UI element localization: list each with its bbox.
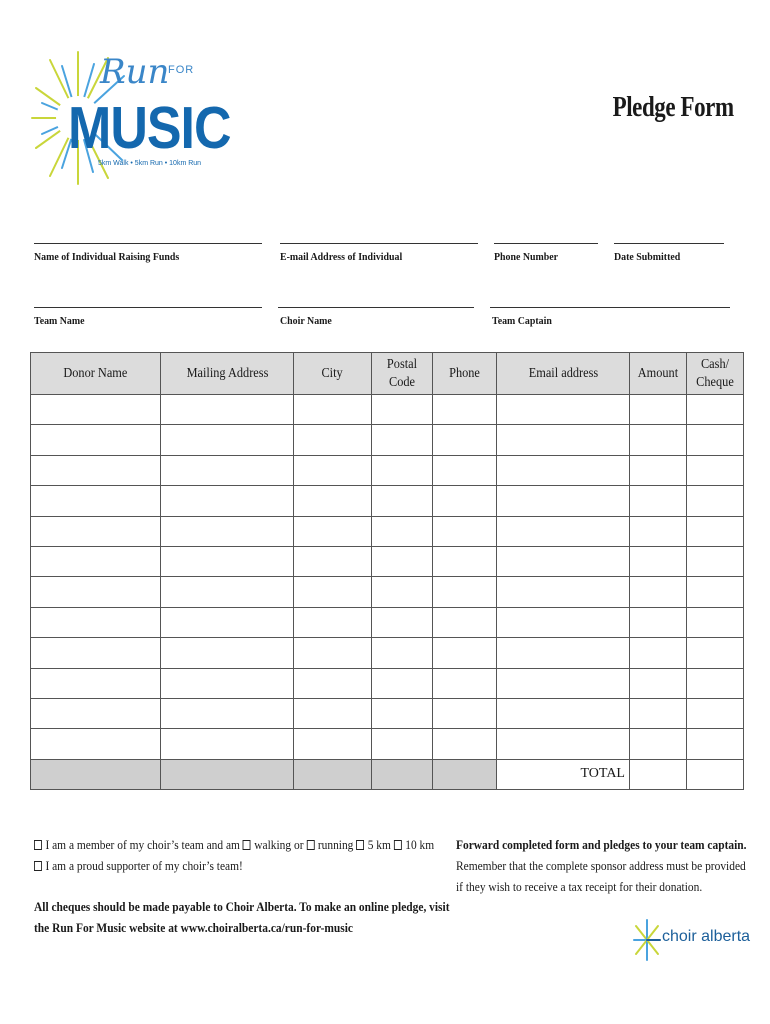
- phone-label: Phone Number: [494, 251, 559, 263]
- table-cell[interactable]: [433, 698, 497, 728]
- table-cell[interactable]: [687, 698, 744, 728]
- table-cell[interactable]: [497, 546, 630, 576]
- phone-line[interactable]: [494, 243, 598, 244]
- table-cell[interactable]: [161, 455, 294, 485]
- table-cell[interactable]: [497, 668, 630, 698]
- table-cell[interactable]: [294, 395, 372, 425]
- logo-run-text: Run: [100, 52, 170, 92]
- table-cell[interactable]: [497, 638, 630, 668]
- table-cell[interactable]: [497, 577, 630, 607]
- table-cell[interactable]: [687, 638, 744, 668]
- table-cell[interactable]: [372, 546, 433, 576]
- date-line[interactable]: [614, 243, 724, 244]
- table-cell[interactable]: [372, 516, 433, 546]
- table-cell[interactable]: [687, 546, 744, 576]
- table-cell[interactable]: [161, 668, 294, 698]
- 10km-checkbox[interactable]: [394, 840, 402, 850]
- table-cell[interactable]: [630, 729, 687, 759]
- donor-table: [30, 352, 744, 790]
- email-line[interactable]: [280, 243, 478, 244]
- choir-alberta-text: choir alberta: [662, 928, 751, 945]
- table-cell[interactable]: [31, 668, 161, 698]
- header-phone: Phone: [433, 353, 497, 395]
- table-row: [31, 698, 744, 728]
- table-cell[interactable]: [372, 729, 433, 759]
- date-label: Date Submitted: [614, 251, 681, 263]
- table-cell[interactable]: [161, 638, 294, 668]
- table-cell[interactable]: [372, 486, 433, 516]
- table-cell[interactable]: [497, 455, 630, 485]
- table-cell[interactable]: [31, 698, 161, 728]
- forward-line-2: Remember that the complete sponsor address must be provided: [456, 858, 746, 873]
- table-cell[interactable]: [294, 577, 372, 607]
- table-cell[interactable]: [294, 638, 372, 668]
- table-cell[interactable]: [161, 729, 294, 759]
- supporter-line: I am a proud supporter of my choir’s team!: [34, 858, 243, 874]
- table-row: [31, 516, 744, 546]
- table-cell[interactable]: [31, 425, 161, 455]
- table-cell[interactable]: [294, 698, 372, 728]
- table-cell[interactable]: [687, 395, 744, 425]
- table-header-row: [31, 353, 744, 395]
- email-label: E-mail Address of Individual: [280, 251, 403, 263]
- table-cell[interactable]: [294, 516, 372, 546]
- forward-line-3: if they wish to receive a tax receipt for their donation.: [456, 879, 703, 894]
- table-cell[interactable]: [372, 698, 433, 728]
- table-row: [31, 546, 744, 576]
- logo-tagline: 5km Walk • 5km Run • 10km Run: [98, 160, 202, 167]
- table-cell[interactable]: [497, 607, 630, 637]
- choir-alberta-logo: [632, 918, 751, 962]
- table-cell[interactable]: [372, 607, 433, 637]
- table-cell[interactable]: [294, 729, 372, 759]
- total-row: [31, 759, 744, 789]
- total-amount-cell[interactable]: [630, 759, 687, 789]
- running-checkbox[interactable]: [306, 840, 314, 850]
- table-cell[interactable]: [433, 546, 497, 576]
- table-cell[interactable]: [433, 395, 497, 425]
- table-cell[interactable]: [433, 638, 497, 668]
- header-postal-code: Postal Code: [372, 353, 433, 395]
- logo-music-text: MUSIC: [68, 95, 231, 162]
- table-cell[interactable]: [294, 668, 372, 698]
- team-name-label: Team Name: [34, 315, 85, 327]
- table-row: [31, 668, 744, 698]
- logo-for-text: FOR: [168, 64, 195, 76]
- header-email-address: Email address: [497, 353, 630, 395]
- table-cell[interactable]: [294, 425, 372, 455]
- table-cell[interactable]: [433, 486, 497, 516]
- table-cell[interactable]: [497, 425, 630, 455]
- table-cell[interactable]: [687, 729, 744, 759]
- table-row: [31, 395, 744, 425]
- table-cell[interactable]: [687, 516, 744, 546]
- run-for-music-logo: [28, 48, 231, 188]
- table-cell[interactable]: [372, 668, 433, 698]
- header-city: City: [294, 353, 372, 395]
- individual-name-line[interactable]: [34, 243, 262, 244]
- table-cell[interactable]: [687, 455, 744, 485]
- table-cell[interactable]: [294, 455, 372, 485]
- table-cell[interactable]: [630, 668, 687, 698]
- table-cell[interactable]: [630, 577, 687, 607]
- table-cell[interactable]: [372, 395, 433, 425]
- table-cell[interactable]: [687, 607, 744, 637]
- table-cell[interactable]: [31, 638, 161, 668]
- table-cell[interactable]: [630, 638, 687, 668]
- table-cell[interactable]: [630, 395, 687, 425]
- table-row: [31, 425, 744, 455]
- table-cell[interactable]: [630, 546, 687, 576]
- table-cell[interactable]: [433, 516, 497, 546]
- table-cell[interactable]: [630, 455, 687, 485]
- cheques-line-1: All cheques should be made payable to Choir Alberta. To make an online pledge, visit: [34, 899, 450, 914]
- choir-burst-icon: [632, 918, 662, 962]
- table-cell[interactable]: [372, 455, 433, 485]
- table-cell[interactable]: [31, 607, 161, 637]
- table-cell[interactable]: [687, 577, 744, 607]
- table-cell[interactable]: [31, 729, 161, 759]
- table-cell[interactable]: [161, 698, 294, 728]
- table-cell[interactable]: [372, 638, 433, 668]
- table-cell[interactable]: [161, 516, 294, 546]
- table-cell[interactable]: [372, 425, 433, 455]
- table-cell[interactable]: [630, 486, 687, 516]
- total-shaded-cell: [161, 759, 294, 789]
- header-cash-cheque: Cash/ Cheque: [687, 353, 744, 395]
- forward-line-1: Forward completed form and pledges to your team captain.: [456, 837, 747, 852]
- choir-name-label: Choir Name: [280, 315, 332, 327]
- table-cell[interactable]: [433, 577, 497, 607]
- table-cell[interactable]: [433, 607, 497, 637]
- table-row: [31, 607, 744, 637]
- table-cell[interactable]: [161, 607, 294, 637]
- table-cell[interactable]: [161, 577, 294, 607]
- table-cell[interactable]: [433, 668, 497, 698]
- table-cell[interactable]: [687, 486, 744, 516]
- table-cell[interactable]: [31, 577, 161, 607]
- table-cell[interactable]: [161, 395, 294, 425]
- table-row: [31, 455, 744, 485]
- table-cell[interactable]: [161, 546, 294, 576]
- total-shaded-cell: [372, 759, 433, 789]
- table-cell[interactable]: [433, 455, 497, 485]
- table-cell[interactable]: [497, 395, 630, 425]
- individual-name-label: Name of Individual Raising Funds: [34, 251, 180, 263]
- table-cell[interactable]: [372, 577, 433, 607]
- team-name-line[interactable]: [34, 307, 262, 308]
- cheques-line-2: the Run For Music website at www.choiralberta.ca/run-for-music: [34, 920, 354, 935]
- table-cell[interactable]: [31, 516, 161, 546]
- table-cell[interactable]: [31, 395, 161, 425]
- table-cell[interactable]: [161, 486, 294, 516]
- table-cell[interactable]: [161, 425, 294, 455]
- table-cell[interactable]: [497, 729, 630, 759]
- total-label: TOTAL: [497, 759, 630, 789]
- table-cell[interactable]: [31, 486, 161, 516]
- table-cell[interactable]: [630, 698, 687, 728]
- table-cell[interactable]: [687, 668, 744, 698]
- table-cell[interactable]: [294, 486, 372, 516]
- member-line: I am a member of my choir’s team and am walking or running 5 km 10 km: [34, 837, 434, 853]
- table-cell[interactable]: [31, 546, 161, 576]
- table-cell[interactable]: [630, 607, 687, 637]
- table-cell[interactable]: [294, 546, 372, 576]
- table-row: [31, 638, 744, 668]
- table-cell[interactable]: [433, 729, 497, 759]
- member-checkbox[interactable]: [34, 840, 42, 850]
- walking-checkbox[interactable]: [243, 840, 251, 850]
- table-cell[interactable]: [497, 516, 630, 546]
- table-cell[interactable]: [687, 425, 744, 455]
- choir-name-line[interactable]: [278, 307, 474, 308]
- table-row: [31, 729, 744, 759]
- total-cash-cheque-cell[interactable]: [687, 759, 744, 789]
- 5km-checkbox[interactable]: [356, 840, 364, 850]
- table-cell[interactable]: [31, 455, 161, 485]
- table-cell[interactable]: [294, 607, 372, 637]
- header-mailing-address: Mailing Address: [161, 353, 294, 395]
- page-title: Pledge Form: [612, 92, 734, 123]
- header-amount: Amount: [630, 353, 687, 395]
- table-cell[interactable]: [433, 425, 497, 455]
- team-captain-line[interactable]: [490, 307, 730, 308]
- table-cell[interactable]: [497, 486, 630, 516]
- total-shaded-cell: [433, 759, 497, 789]
- total-shaded-cell: [31, 759, 161, 789]
- table-cell[interactable]: [630, 516, 687, 546]
- table-row: [31, 486, 744, 516]
- supporter-checkbox[interactable]: [34, 861, 42, 871]
- table-row: [31, 577, 744, 607]
- table-cell[interactable]: [630, 425, 687, 455]
- table-cell[interactable]: [497, 698, 630, 728]
- total-shaded-cell: [294, 759, 372, 789]
- header-donor-name: Donor Name: [31, 353, 161, 395]
- team-captain-label: Team Captain: [492, 315, 552, 327]
